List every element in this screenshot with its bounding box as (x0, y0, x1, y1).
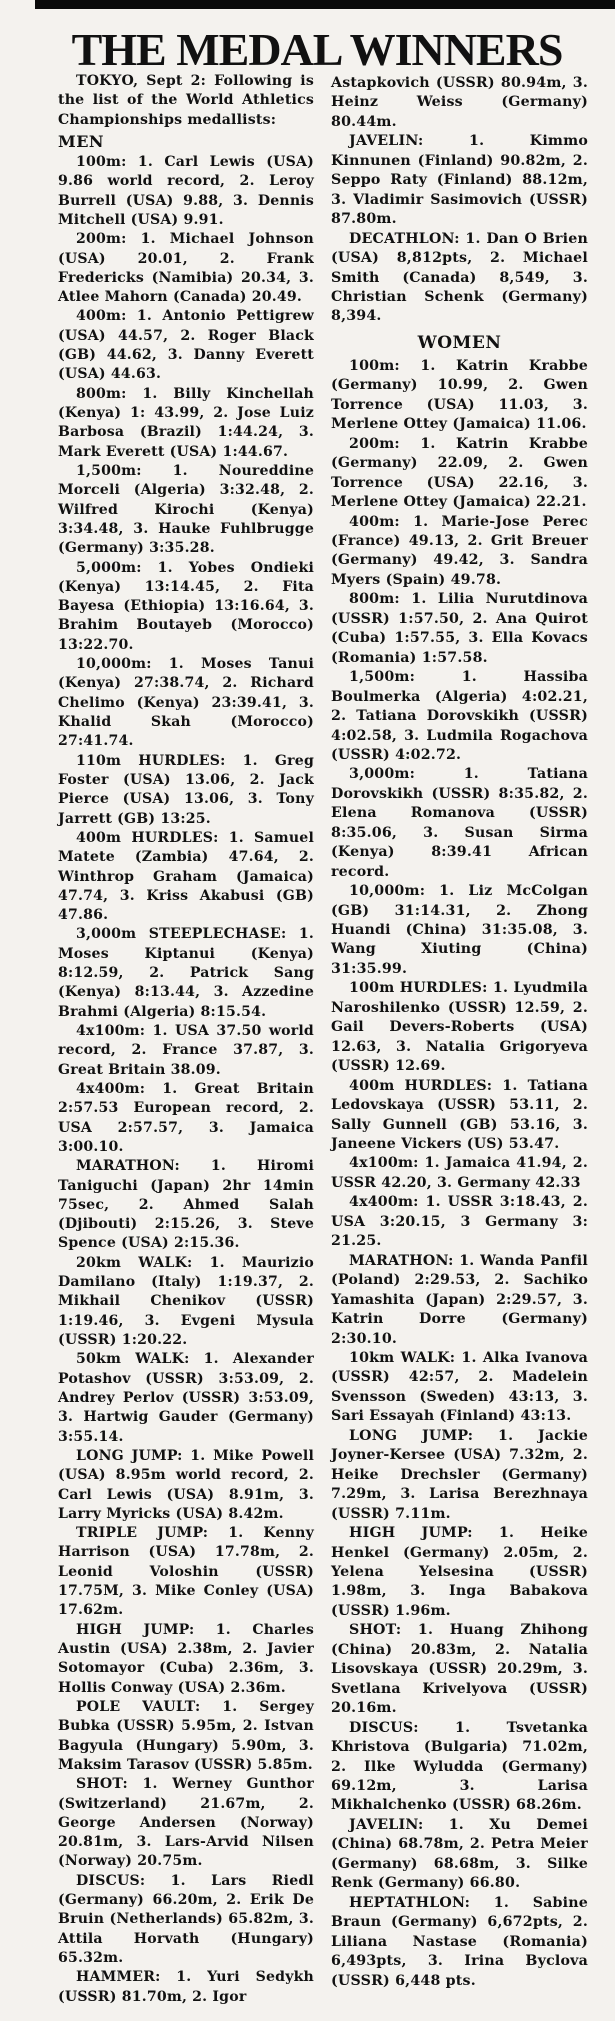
result-paragraph: 200m: 1. Michael Johnson (USA) 20.01, 2. Frank Fredericks (Namibia) 20.34, 3. Atlee Mahorn (Canada) 20.49. (58, 231, 314, 306)
result-paragraph: HIGH JUMP: 1. Heike Henkel (Germany) 2.05m, 2. Yelena Yelsesina (USSR) 1.98m, 3. Inga Babakova (USSR) 1.96m. (331, 1525, 588, 1619)
left-column (58, 72, 314, 2007)
result-paragraph: 200m: 1. Katrin Krabbe (Germany) 22.09, 2. Gwen Torrence (USA) 22.16, 3. Merlene Ottey (Jamaica) 22.21. (331, 435, 588, 511)
result-paragraph: JAVELIN: 1. Kimmo Kinnunen (Finland) 90.82m, 2. Seppo Raty (Finland) 88.12m, 3. Vladimir Sasimovich (USSR) 87.80m. (331, 133, 588, 228)
result-paragraph: 400m HURDLES: 1. Samuel Matete (Zambia) 47.64, 2. Winthrop Graham (Jamaica) 47.74, 3. Kriss Akabusi (GB) 47.86. (58, 829, 314, 924)
result-paragraph: 10,000m: 1. Moses Tanui (Kenya) 27:38.74, 2. Richard Chelimo (Kenya) 23:39.41, 3. Khalid Skah (Morocco) 27:41.74. (58, 656, 314, 750)
result-paragraph: 800m: 1. Billy Kinchellah (Kenya) 1: 43.99, 2. Jose Luiz Barbosa (Brazil) 1:44.24, 3. Mark Everett (USA) 1:44.67. (58, 385, 314, 460)
result-paragraph: POLE VAULT: 1. Sergey Bubka (USSR) 5.95m, 2. Istvan Bagyula (Hungary) 5.90m, 3. Maksim Tarasov (USSR) 5.85m. (58, 1698, 314, 1773)
result-paragraph: LONG JUMP: 1. Mike Powell (USA) 8.95m world record, 2. Carl Lewis (USA) 8.91m, 3. Larry Myricks (USA) 8.42m. (58, 1447, 314, 1522)
result-paragraph: SHOT: 1. Huang Zhihong (China) 20.83m, 2. Natalia Lisovskaya (USSR) 20.29m, 3. Svetlana Krivelyova (USSR) 20.16m. (331, 1622, 588, 1717)
right-column (331, 74, 588, 1991)
headline: THE MEDAL WINNERS (71, 24, 563, 75)
result-paragraph: 3,000m: 1. Tatiana Dorovskikh (USSR) 8:35.82, 2. Elena Romanova (USSR) 8:35.06, 3. Susan Sirma (Kenya) 8:39.41 African record. (331, 766, 588, 880)
result-paragraph: 100m HURDLES: 1. Lyudmila Naroshilenko (USSR) 12.59, 2. Gail Devers-Roberts (USA) 12.63, 3. Natalia Grigoryeva (USSR) 12.69. (331, 980, 588, 1075)
result-paragraph: 4x400m: 1. Great Britain 2:57.53 European record, 2. USA 2:57.57, 3. Jamaica 3:00.10. (58, 1080, 314, 1155)
result-paragraph: SHOT: 1. Werney Gunthor (Switzerland) 21.67m, 2. George Andersen (Norway) 20.81m, 3. Lars-Arvid Nilsen (Norway) 20.75m. (58, 1776, 314, 1870)
result-paragraph: 400m HURDLES: 1. Tatiana Ledovskaya (USSR) 53.11, 2. Sally Gunnell (GB) 53.16, 3. Janeene Vickers (US) 53.47. (331, 1077, 588, 1153)
result-paragraph: DECATHLON: 1. Dan O Brien (USA) 8,812pts, 2. Michael Smith (Canada) 8,549, 3. Christian Schenk (Germany) 8,394. (331, 230, 588, 325)
result-paragraph: 1,500m: 1. Noureddine Morceli (Algeria) 3:32.48, 2. Wilfred Kirochi (Kenya) 3:34.48, 3. Hauke Fuhlbrugge (Germany) 3:35.28. (58, 462, 314, 557)
women-heading: WOMEN (417, 332, 502, 353)
result-paragraph: HIGH JUMP: 1. Charles Austin (USA) 2.38m, 2. Javier Sotomayor (Cuba) 2.36m, 3. Hollis Conway (USA) 2.36m. (58, 1621, 314, 1696)
result-paragraph: 10km WALK: 1. Alka Ivanova (USSR) 42:57, 2. Madelein Svensson (Sweden) 43:13, 3. Sari Essayah (Finland) 43:13. (331, 1350, 588, 1425)
top-rule (35, 0, 615, 9)
result-paragraph: 4x100m: 1. USA 37.50 world record, 2. France 37.87, 3. Great Britain 38.09. (58, 1023, 314, 1078)
result-paragraph: JAVELIN: 1. Xu Demei (China) 68.78m, 2. Petra Meier (Germany) 68.68m, 3. Silke Renk (Germany) 66.80. (331, 1816, 588, 1892)
result-paragraph: 800m: 1. Lilia Nurutdinova (USSR) 1:57.50, 2. Ana Quirot (Cuba) 1:57.55, 3. Ella Kovacs (Romania) 1:57.58. (331, 591, 588, 666)
result-paragraph: 4x400m: 1. USSR 3:18.43, 2. USA 3:20.15, 3 Germany 3: 21.25. (331, 1194, 588, 1250)
result-paragraph: HEPTATHLON: 1. Sabine Braun (Germany) 6,672pts, 2. Liliana Nastase (Romania) 6,493pts, 3. Irina Byclova (USSR) 6,448 pts. (331, 1894, 588, 1989)
result-paragraph: 100m: 1. Katrin Krabbe (Germany) 10.99, 2. Gwen Torrence (USA) 11.03, 3. Merlene Ottey (Jamaica) 11.06. (331, 357, 588, 433)
result-paragraph: HAMMER: 1. Yuri Sedykh (USSR) 81.70m, 2. Igor (58, 1969, 314, 2005)
men-heading: MEN (58, 131, 105, 151)
result-paragraph: 3,000m STEEPLECHASE: 1. Moses Kiptanui (Kenya) 8:12.59, 2. Patrick Sang (Kenya) 8:13.44, 3. Azzedine Brahmi (Algeria) 8:15.54. (58, 926, 314, 1020)
result-paragraph: 10,000m: 1. Liz McColgan (GB) 31:14.31, 2. Zhong Huandi (China) 31:35.08, 3. Wang Xiuting (China) 31:35.99. (331, 883, 588, 977)
result-paragraph: TRIPLE JUMP: 1. Kenny Harrison (USA) 17.78m, 2. Leonid Voloshin (USSR) 17.75M, 3. Mike Conley (USA) 17.62m. (58, 1525, 314, 1619)
result-paragraph: 5,000m: 1. Yobes Ondieki (Kenya) 13:14.45, 2. Fita Bayesa (Ethiopia) 13:16.64, 3. Brahim Boutayeb (Morocco) 13:22.70. (58, 559, 314, 653)
result-paragraph: 400m: 1. Marie-Jose Perec (France) 49.13, 2. Grit Breuer (Germany) 49.42, 3. Sandra Myers (Spain) 49.78. (331, 513, 588, 588)
result-paragraph: 50km WALK: 1. Alexander Potashov (USSR) 3:53.09, 2. Andrey Perlov (USSR) 3:53.09, 3. Hartwig Gauder (Germany) 3:55.14. (58, 1351, 314, 1445)
result-paragraph: 100m: 1. Carl Lewis (USA) 9.86 world record, 2. Leroy Burrell (USA) 9.88, 3. Dennis Mitchell (USA) 9.91. (58, 153, 314, 228)
result-paragraph: 110m HURDLES: 1. Greg Foster (USA) 13.06, 2. Jack Pierce (USA) 13.06, 3. Tony Jarrett (GB) 13:25. (58, 752, 314, 827)
intro-paragraph: TOKYO, Sept 2: Following is the list of the World Athletics Championships medallists: (58, 73, 314, 128)
result-paragraph: DISCUS: 1. Tsvetanka Khristova (Bulgaria) 71.02m, 2. Ilke Wyludda (Germany) 69.12m, 3. Larisa Mikhalchenko (USSR) 68.26m. (331, 1719, 588, 1814)
result-paragraph: LONG JUMP: 1. Jackie Joyner-Kersee (USA) 7.32m, 2. Heike Drechsler (Germany) 7.29m, 3. Larisa Berezhnaya (USSR) 7.11m. (331, 1427, 588, 1522)
result-paragraph: 1,500m: 1. Hassiba Boulmerka (Algeria) 4:02.21, 2. Tatiana Dorovskikh (USSR) 4:02.58, 3. Ludmila Rogachova (USSR) 4:02.72. (331, 669, 588, 763)
result-paragraph-continued: Astapkovich (USSR) 80.94m, 3. Heinz Weiss (Germany) 80.44m. (331, 75, 588, 130)
result-paragraph: 20km WALK: 1. Maurizio Damilano (Italy) 1:19.37, 2. Mikhail Chenikov (USSR) 1:19.46, 3. Evgeni Mysula (USSR) 1:20.22. (58, 1254, 314, 1348)
result-paragraph: MARATHON: 1. Wanda Panfil (Poland) 2:29.53, 2. Sachiko Yamashita (Japan) 2:29.57, 3. Katrin Dorre (Germany) 2:30.10. (331, 1252, 588, 1347)
result-paragraph: 400m: 1. Antonio Pettigrew (USA) 44.57, 2. Roger Black (GB) 44.62, 3. Danny Everett (USA) 44.63. (58, 308, 314, 383)
result-paragraph: MARATHON: 1. Hiromi Taniguchi (Japan) 2hr 14min 75sec, 2. Ahmed Salah (Djibouti) 2:15.26, 3. Steve Spence (USA) 2:15.36. (58, 1158, 314, 1252)
result-paragraph: DISCUS: 1. Lars Riedl (Germany) 66.20m, 2. Erik De Bruin (Netherlands) 65.82m, 3. Attila Horvath (Hungary) 65.32m. (58, 1872, 314, 1966)
result-paragraph: 4x100m: 1. Jamaica 41.94, 2. USSR 42.20, 3. Germany 42.33 (331, 1155, 588, 1191)
